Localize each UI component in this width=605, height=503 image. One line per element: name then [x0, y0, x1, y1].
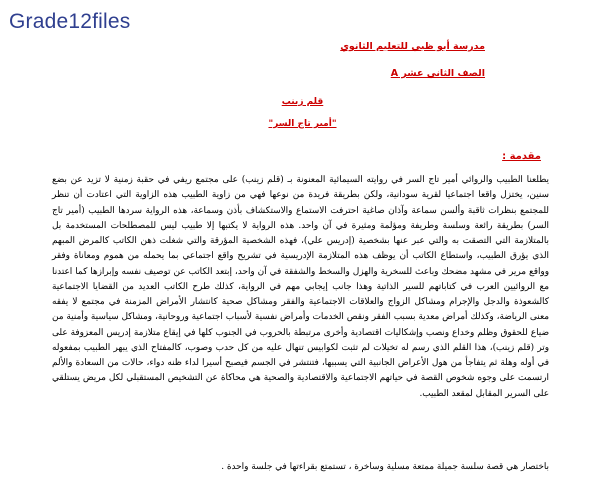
site-logo: Grade12files	[9, 10, 131, 33]
intro-heading: مقدمة :	[502, 151, 541, 162]
intro-paragraph: يطلعنا الطبيب والروائي أمير تاج السر في روايته السيمائية المعنونة بـ (قلم زينب) على مجتمع ريفي في حقبة زمنية لا تزيد عن بضع سنين، يختزل واقعا اجتماعيا لقرية سودانية، ولكن بطريقة فريدة من نوعها فهي من زاوية الطبيب هذه الزاوية التي اعتادت أن تنظر للمجتمع بنظرات ثاقبة وألسن سماعة وآذان صاغية احترفت الاستماع والاستكشاف بأذن وسماعة، هذه الرواية سردها الطبيب (أمير تاج السر) بطريقة رائعة وسلسة وطريفة ومؤلمة ومثيرة في آن واحد. هذه الرواية لا يكتبها إلا طبيب ليس للمصطلحات المستخدمة بل بالمتلازمة التي التصقت به والتي عبر عنها بشخصية (إدريس علي)، فهذه الشخصية المؤرقة والتي شغلت ذهن الكاتب كالمرض المبهم الذي يؤرق الطبيب، واستطاع الكاتب أن يوظف هذه المتلازمة الإدريسية في تشريح واقع اجتماعي بما يحمله من هموم ومعاناة وفقر وواقع مرير في مشهد مضحك وباعث للسخرية والهزل والسخط والشفقة في آن واحد، إبتعد الكاتب عن توصيف نفسه وإبرازها كما اعتدنا مع الروائيين العرب في كتاباتهم للسير الذاتية وهذا جانب إيجابي مهم في الرواية، كذلك طرح الكاتب العديد من القضايا الاجتماعية كالشعوذة والدجل والإجرام ومشاكل الزواج والعلاقات الاجتماعية والفقر ومشاكل صحية كانتشار الأمراض المزمنة في مجتمع لا يفقه معنى الرياضة، وكذلك أمراض معدية بسبب الفقر ونقص الخدمات وأمراض نفسية لأسباب اجتماعية وروحانية، ومشاكل سياسية وأمنية من ضياع للحقوق وظلم وخداع ونصب وإشكاليات اقتصادية وأخرى مرتبطة بالحروب في الجنوب كلها في إيقاع متلازمة إدريس المعزوفة على وتر (قلم زينب)، هذا القلم الذي رسم له تخيلات لم تثبت لكوابيس تنهال عليه من كل حدب وصوب، كالمفتاح الذي يبهر الطبيب بمفعوله في أوله وهلة ثم يتفاجأ من هول الأعراض الجانبية التي يسببها، فتنتشر في الجسم فيصبح أسيرا لداء ظنه دواء، حالات من السعادة والألم ارتسمت على وجوه شخوص القصة في حياتهم الاجتماعية والاقتصادية والصحية هي محاكاة عن التشخيص المستقبلي لكل مريض يستلقي على السرير المقابل لمقعد الطبيب.	[52, 175, 549, 399]
grade-label: الصف الثاني عشر A	[390, 68, 485, 79]
author-title: قلم زينب	[281, 97, 324, 107]
school-name: مدرسة أبو ظبي للتعليم الثانوي	[340, 41, 485, 52]
summary-line: باختصار هي قصة سلسة جميلة ممتعة مسلية وساخرة ، تستمتع بقراءتها في جلسة واحدة .	[221, 462, 549, 472]
story-title: "أمير تاج السر"	[268, 119, 337, 129]
